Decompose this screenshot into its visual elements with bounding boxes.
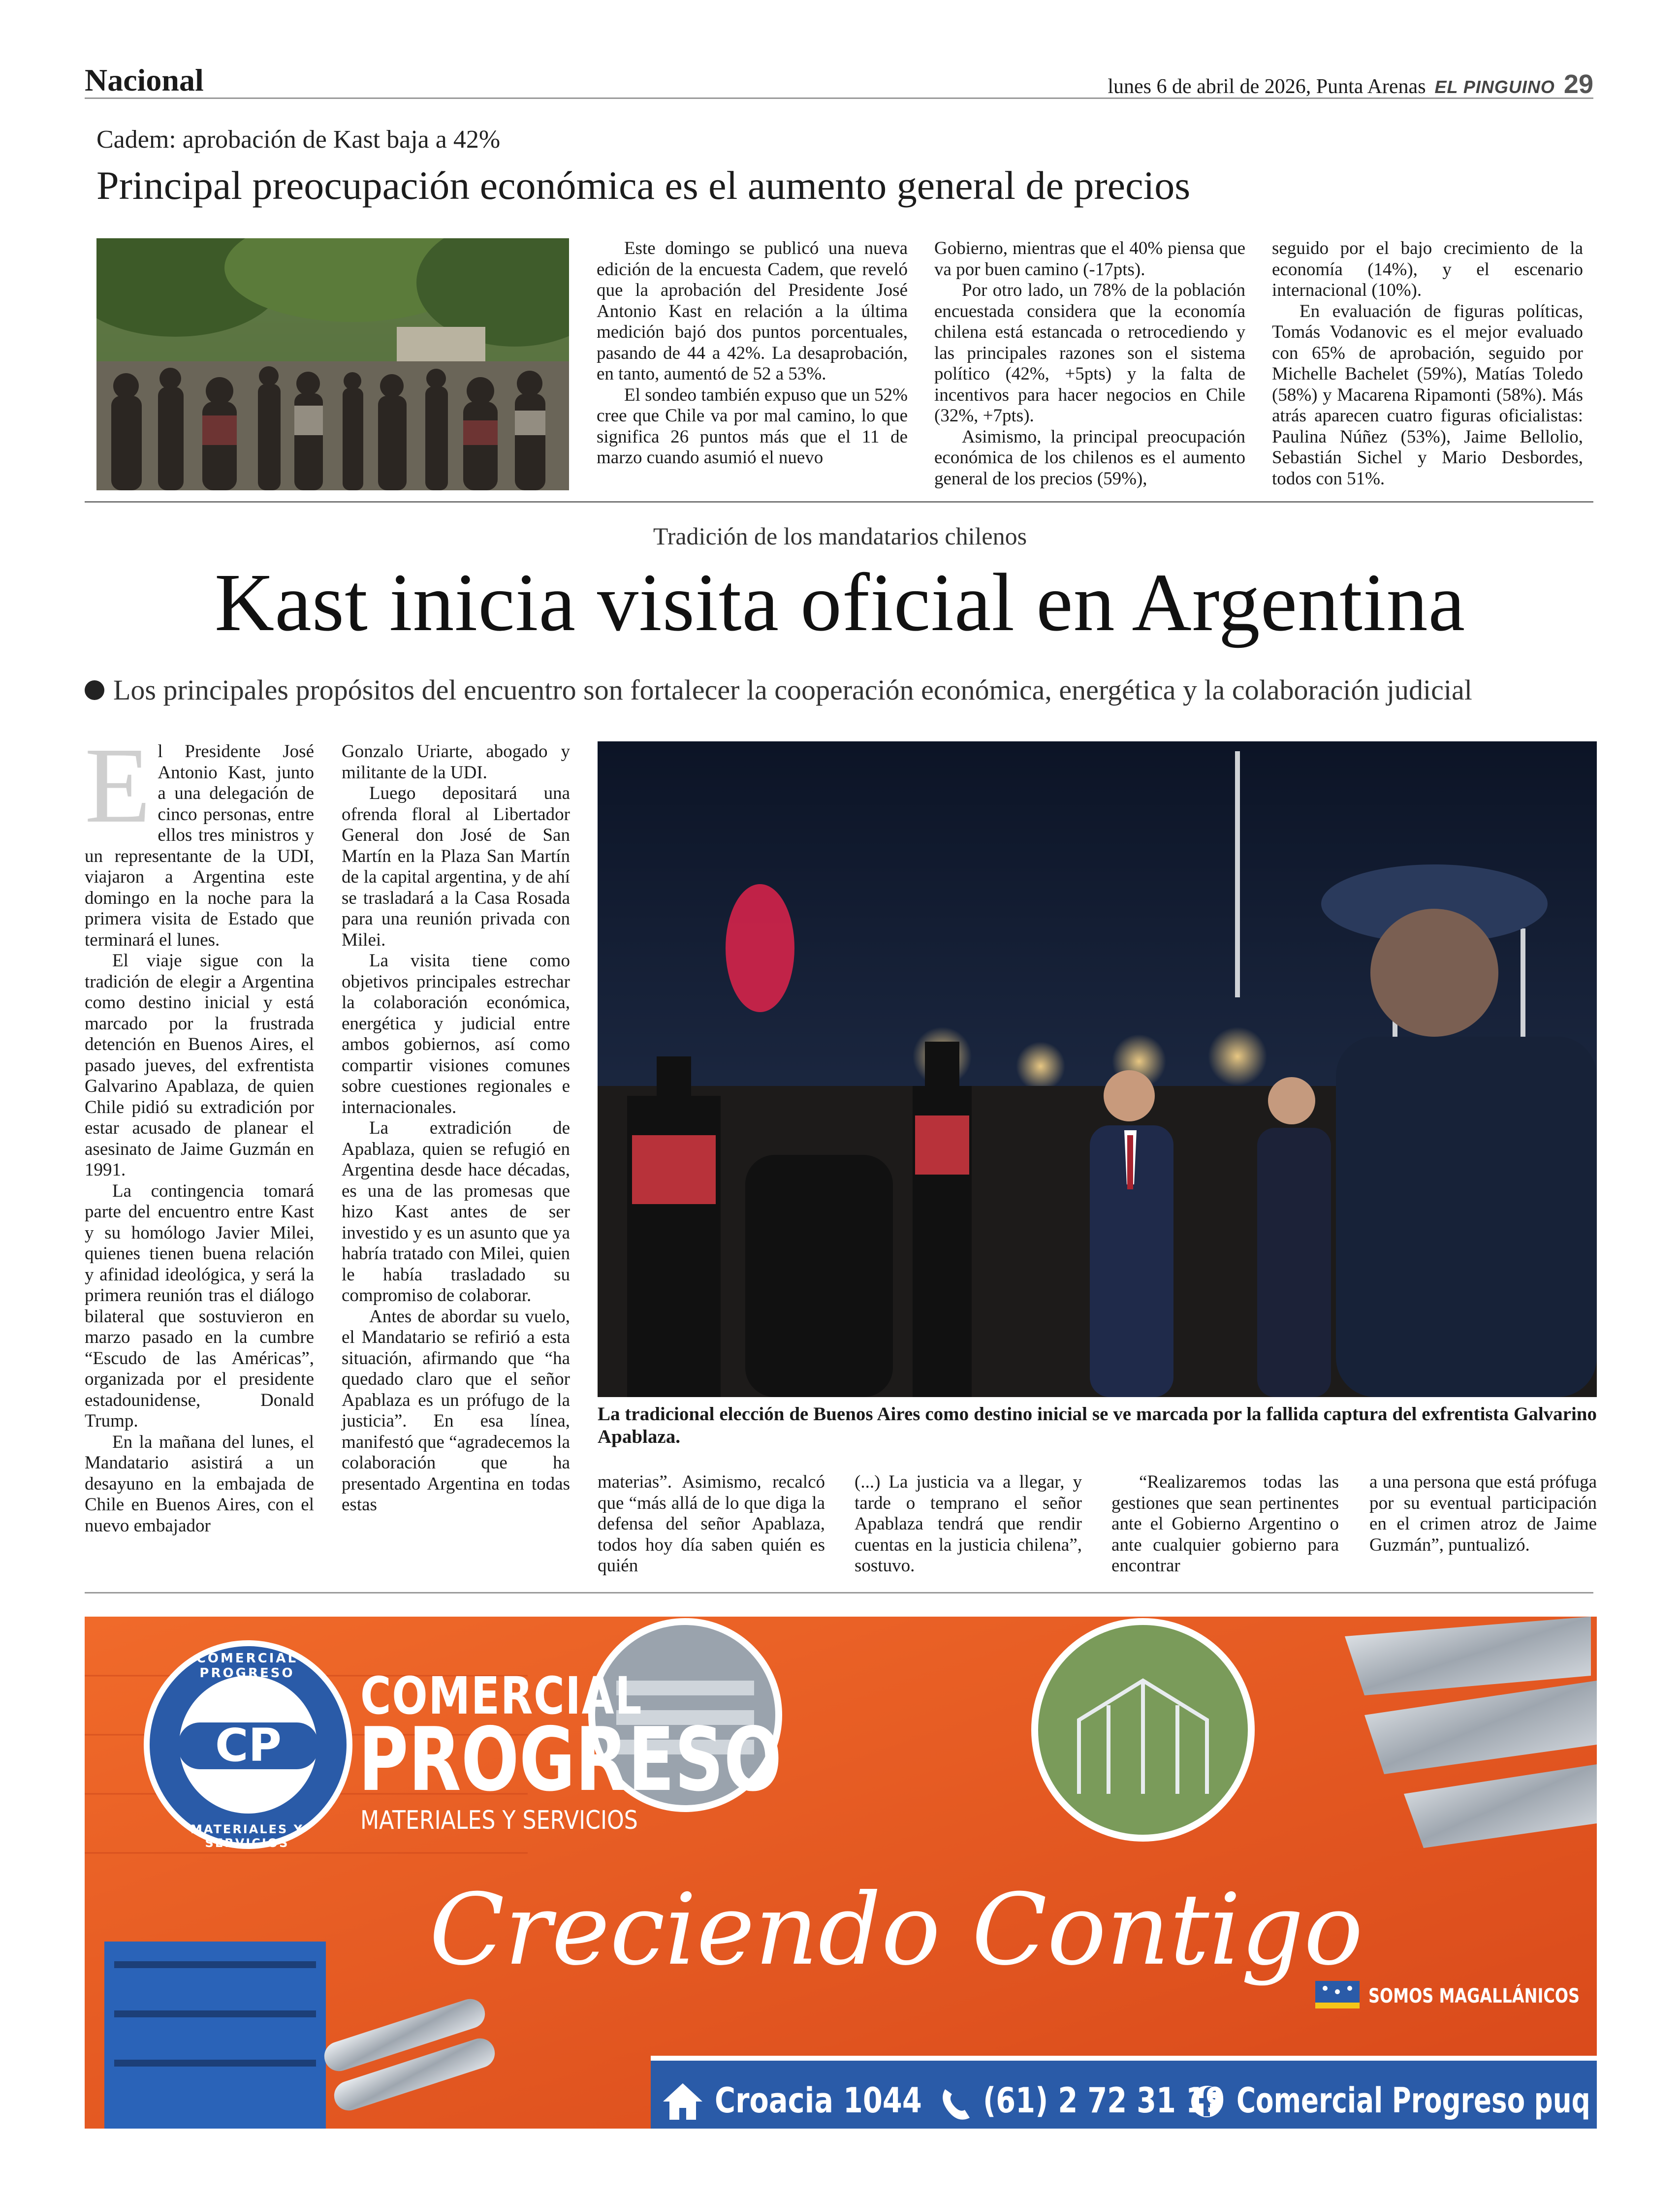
top-story-column-1 [597,238,908,469]
honor-guard-photo [598,741,1597,1397]
logo-letters: CP [215,1719,282,1772]
folio [1108,69,1593,99]
main-story-column-2 [342,741,570,1516]
main-story-column-5 [1111,1472,1339,1577]
page-number: 29 [1563,69,1593,99]
paragraph: (...) La justicia va a llegar, y tarde o temprano el señor Apablaza tendrá que rendir cuentas en la justicia chilena”, sostuvo. [855,1472,1082,1576]
main-story-column-1 [85,725,314,1536]
ad-divider [85,1592,1593,1593]
paragraph: Luego depositará una ofrenda floral al Libertador General don José de San Martín en la Plaza San Martín de la capital argentina, y de ahí se trasladará a la Casa Rosada para una reunión privada con Milei. [342,783,570,950]
paragraph: materias”. Asimismo, recalcó que “más allá de lo que diga la defensa del señor Apablaza, todos hoy día saben quién es quién [598,1472,825,1576]
paragraph: El Presidente José Antonio Kast, junto a una delegación de cinco personas, entre ellos tres ministros y un representante de la UDI, viajaron a Argentina este domingo en la noche para la primera visita de Estado que terminará el lunes. [85,725,314,950]
paper-name: EL PINGUINO [1434,77,1555,97]
dropcap: E [85,725,151,845]
brand-subtitle: MATERIALES Y SERVICIOS [360,1806,638,1835]
story-divider [85,501,1593,503]
paragraph: a una persona que está prófuga por su eventual participación en el crimen atroz de Jaime Guzmán”, puntualizó. [1369,1472,1597,1555]
main-story-headline: Kast inicia visita oficial en Argentina [214,557,1466,648]
facebook-page[interactable]: Comercial Progreso puq [1236,2080,1590,2121]
store-phone[interactable]: (61) 2 72 31 19 [983,2080,1225,2121]
tagline: SOMOS MAGALLÁNICOS [1368,1985,1580,2007]
advertisement-banner[interactable] [85,1617,1597,2129]
top-story-headline: Principal preocupación económica es el aumento general de precios [96,163,1191,208]
paragraph: En la mañana del lunes, el Mandatario asistirá a un desayuno en la embajada de Chile en Buenos Aires, con el nuevo embajador [85,1432,314,1536]
main-story-kicker: Tradición de los mandatarios chilenos [653,522,1027,550]
paragraph: En evaluación de figuras políticas, Tomás Vodanovic es el mejor evaluado con 65% de aprobación, seguido por Michelle Bachelet (59%), Matías Toledo (58%) y Macarena Ripamonti (58%). Más atrás aparecen cuatro figuras oficialistas: Paulina Núñez (53%), Jaime Bellolio, Sebastián Sichel y Mario Desbordes, todos con 51%. [1272,301,1583,489]
brand-line-2: PROGRESO [358,1709,782,1811]
photo-caption: La tradicional elección de Buenos Aires como destino inicial se ve marcada por la fallida captura del exfrentista Galvarino Apablaza. [598,1403,1597,1447]
paragraph: Gobierno, mientras que el 40% piensa que va por buen camino (-17pts). [934,238,1245,280]
dateline: lunes 6 de abril de 2026, Punta Arenas [1108,75,1426,98]
paragraph: seguido por el bajo crecimiento de la economía (14%), y el escenario internacional (10%). [1272,238,1583,300]
main-story-column-6 [1369,1472,1597,1556]
crowd-street-photo [96,238,569,490]
top-story-column-2 [934,238,1245,489]
paragraph: Este domingo se publicó una nueva edición de la encuesta Cadem, que reveló que la aprobación del Presidente José Antonio Kast en relación a la última medición bajó dos puntos porcentuales, pasando de 44 a 42%. La desaprobación, en tanto, aumentó de 52 a 53%. [597,238,908,384]
paragraph: Por otro lado, un 78% de la población encuestada considera que la economía chilena está estancada o retrocediendo y las principales razones son el sistema político (42%, +5pts) y la falta de incentivos para hacer negocios en Chile (32%, +7pts). [934,280,1245,426]
paragraph: “Realizaremos todas las gestiones que sean pertinentes ante el Gobierno Argentino o ante cualquier gobierno para encontrar [1111,1472,1339,1576]
logo-ring-text-bottom: MATERIALES Y SERVICIOS [190,1822,304,1850]
top-story-column-3 [1272,238,1583,489]
header-rule [85,97,1593,99]
paragraph: La visita tiene como objetivos principales estrechar la colaboración económica, energética y judicial entre ambos gobiernos, así como compartir visiones comunes sobre cuestiones regionales e internacionales. [342,951,570,1117]
slogan: Creciendo Contigo [429,1873,1363,1987]
paragraph: El sondeo también expuso que un 52% cree que Chile va por mal camino, lo que significa 26 puntos más que el 11 de marzo cuando asumió el nuevo [597,384,908,468]
main-story-column-3 [598,1472,825,1577]
section-name: Nacional [85,63,204,97]
logo-ring-text-top: COMERCIAL PROGRESO [196,1651,298,1681]
paragraph: La extradición de Apablaza, quien se refugió en Argentina desde hace décadas, es una de las promesas que hizo Kast antes de ser investido y es un asunto que ya habría tratado con Milei, quien le había trasladado su compromiso de colaborar. [342,1118,570,1306]
main-story-summary [85,673,1472,706]
paragraph: Antes de abordar su vuelo, el Mandatario se refirió a esta situación, afirmando que “ha quedado claro que el señor Apablaza es un prófugo de la justicia”. En esa línea, manifestó que “agradecemos la colaboración que ha presentado Argentina en todas estas [342,1306,570,1515]
paragraph: La contingencia tomará parte del encuentro entre Kast y su homólogo Javier Milei, quienes tienen buena relación y afinidad ideológica, y será la primera reunión tras el diálogo bilateral que sostuvieron en marzo pasado en la cumbre “Escudo de las Américas”, organizada por el presidente estadounidense, Donald Trump. [85,1180,314,1431]
main-story-column-4 [855,1472,1082,1577]
store-address[interactable]: Croacia 1044 [715,2080,922,2121]
summary-text: Los principales propósitos del encuentro son fortalecer la cooperación económica, energética y la colaboración judicial [113,674,1472,706]
bullet-icon [85,680,104,700]
paragraph: Gonzalo Uriarte, abogado y militante de la UDI. [342,741,570,783]
top-story-kicker: Cadem: aprobación de Kast baja a 42% [96,126,501,154]
paragraph: Asimismo, la principal preocupación económica de los chilenos es el aumento general de los precios (59%), [934,426,1245,489]
brand-line-1: COMERCIAL [360,1666,643,1726]
paragraph: El viaje sigue con la tradición de elegir a Argentina como destino inicial y está marcado por la frustrada detención en Buenos Aires, el pasado jueves, del exfrentista Galvarino Apablaza, de quien Chile pidió su extradición por estar acusado de planear el asesinato de Jaime Guzmán en 1991. [85,951,314,1180]
